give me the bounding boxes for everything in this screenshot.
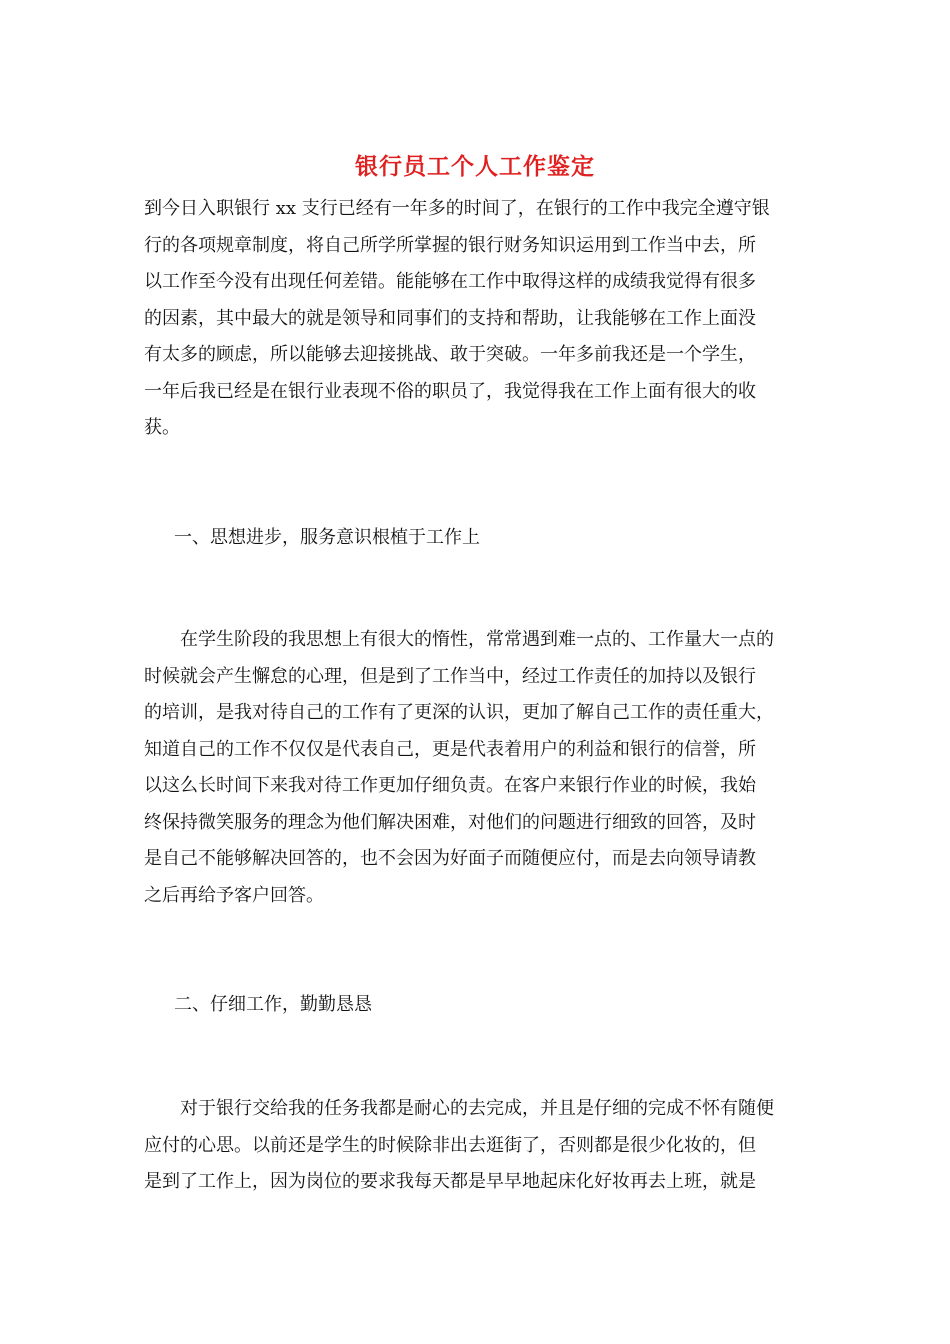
paragraph-line: 的因素，其中最大的就是领导和同事们的支持和帮助，让我能够在工作上面没 — [144, 307, 756, 329]
paragraph-line: 在学生阶段的我思想上有很大的惰性，常常遇到难一点的、工作量大一点的 — [144, 629, 774, 650]
intro-paragraph — [144, 191, 806, 447]
document-title: 银行员工个人工作鉴定 — [355, 153, 595, 180]
paragraph-line: 的培训，是我对待自己的工作有了更深的认识，更加了解自己工作的责任重大， — [144, 702, 774, 723]
paragraph-line: 一年后我已经是在银行业表现不俗的职员了，我觉得我在工作上面有很大的收 — [144, 380, 756, 402]
paragraph-line: 是自己不能够解决回答的，也不会因为好面子而随便应付，而是去向领导请教 — [144, 848, 756, 869]
paragraph-line: 终保持微笑服务的理念为他们解决困难，对他们的问题进行细致的回答，及时 — [144, 811, 756, 833]
paragraph-line: 有太多的顾虑，所以能够去迎接挑战、敢于突破。一年多前我还是一个学生， — [144, 344, 756, 365]
section-heading-2: 二、仔细工作，勤勤恳恳 — [174, 994, 372, 1015]
section2-paragraph — [144, 1091, 806, 1201]
paragraph-line: 之后再给予客户回答。 — [144, 884, 324, 906]
paragraph-line: 以这么长时间下来我对待工作更加仔细负责。在客户来银行作业的时候，我始 — [144, 775, 756, 796]
paragraph-line: 对于银行交给我的任务我都是耐心的去完成，并且是仔细的完成不怀有随便 — [144, 1098, 774, 1119]
paragraph-line: 时候就会产生懈怠的心理，但是到了工作当中，经过工作责任的加持以及银行 — [144, 665, 756, 687]
paragraph-line: 应付的心思。以前还是学生的时候除非出去逛街了，否则都是很少化妆的，但 — [144, 1134, 756, 1156]
paragraph-line: 到今日入职银行 xx 支行已经有一年多的时间了，在银行的工作中我完全遵守银 — [144, 198, 770, 219]
paragraph-line: 获。 — [144, 417, 180, 438]
paragraph-line: 是到了工作上，因为岗位的要求我每天都是早早地起床化好妆再去上班，就是 — [144, 1171, 756, 1192]
section1-paragraph — [144, 622, 806, 914]
paragraph-line: 以工作至今没有出现任何差错。能能够在工作中取得这样的成绩我觉得有很多 — [144, 271, 756, 292]
paragraph-line: 知道自己的工作不仅仅是代表自己，更是代表着用户的利益和银行的信誉，所 — [144, 738, 756, 760]
section-heading-1: 一、思想进步，服务意识根植于工作上 — [174, 527, 480, 548]
paragraph-line: 行的各项规章制度，将自己所学所掌握的银行财务知识运用到工作当中去，所 — [144, 234, 756, 256]
